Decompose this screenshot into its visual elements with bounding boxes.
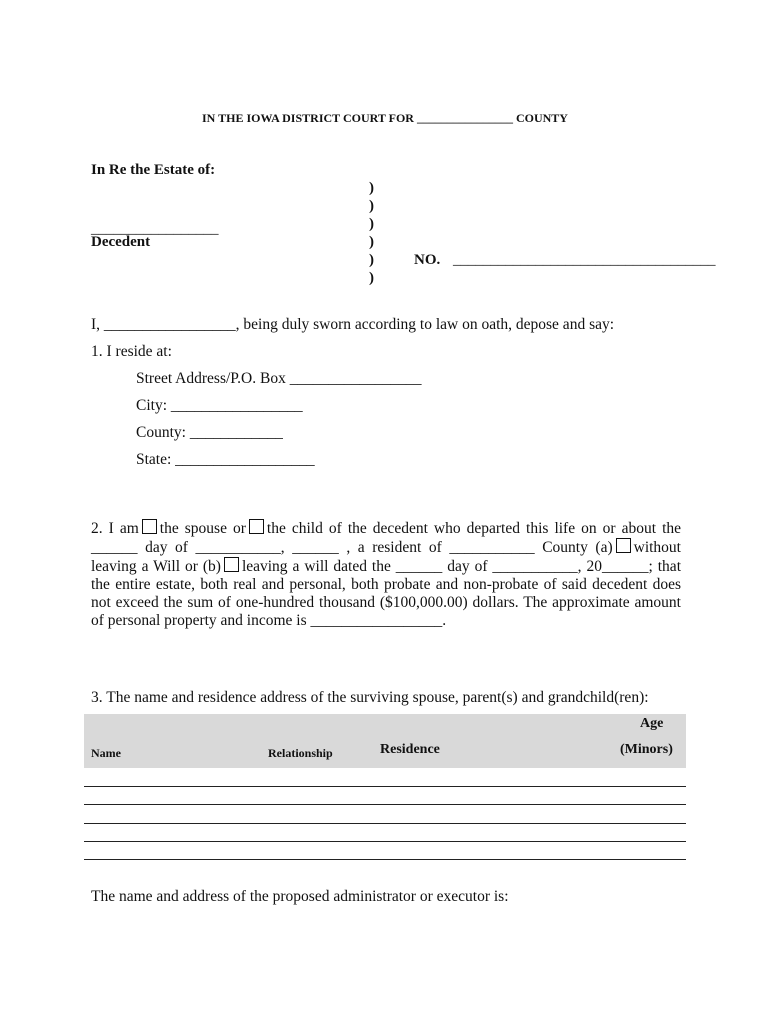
court-heading: IN THE IOWA DISTRICT COURT FOR ________________ COUNTY [202,111,568,125]
state-field[interactable]: State: __________________ [136,451,315,468]
without-will-checkbox[interactable] [616,538,631,553]
caption-paren: ) [369,198,374,214]
administrator-label: The name and address of the proposed administrator or executor is: [91,888,509,905]
item2-text: without leaving a Will or (b) [91,539,681,575]
table-row[interactable] [84,823,686,824]
item2-paragraph [91,519,681,630]
caption-paren: ) [369,252,374,268]
heirs-table-header [84,714,686,768]
item1-label: 1. I reside at: [91,343,172,360]
with-will-checkbox[interactable] [224,557,239,572]
city-field[interactable]: City: _________________ [136,397,303,414]
decedent-label: Decedent [91,234,151,250]
affiant-intro: I, _________________, being duly sworn according to law on oath, depose and say: [91,316,615,333]
table-row[interactable] [84,786,686,787]
caption-paren: ) [369,270,374,286]
case-number-blank[interactable]: ___________________________________ [453,252,716,268]
table-row[interactable] [84,804,686,805]
col-minors-header: (Minors) [620,742,673,757]
caption-paren: ) [369,216,374,232]
case-number-label: NO. [414,252,441,268]
item3-label: 3. The name and residence address of the surviving spouse, parent(s) and grandchild(ren): [91,689,649,706]
county-field[interactable]: County: ____________ [136,424,283,441]
estate-label: In Re the Estate of: [91,162,216,178]
table-row[interactable] [84,841,686,842]
col-relationship-header: Relationship [268,746,333,760]
col-name-header: Name [91,746,121,760]
street-address-field[interactable]: Street Address/P.O. Box _________________ [136,370,422,387]
caption-paren: ) [369,234,374,250]
col-age-header: Age [640,716,664,731]
decedent-name-blank[interactable]: _________________ [91,221,219,237]
spouse-checkbox[interactable] [142,519,157,534]
table-row[interactable] [84,859,686,860]
caption-paren: ) [369,180,374,196]
col-residence-header: Residence [380,742,440,757]
child-checkbox[interactable] [249,519,264,534]
item2-text: the child of the decedent who departed this life on or about the ______ day of ___________, ______ , a resident of ___________ County (a) [91,520,682,556]
item2-text: the spouse or [159,520,246,537]
item2-text: 2. I am [91,520,139,537]
item2-text: leaving a will dated the ______ day of ___________, 20______; that the entire estate, both real and personal, both probate and non-probate of said decedent does not exceed the sum of one-hundred thousand ($100,000.00) dollars. The approximate amount of personal property and income is _________________. [91,558,681,629]
